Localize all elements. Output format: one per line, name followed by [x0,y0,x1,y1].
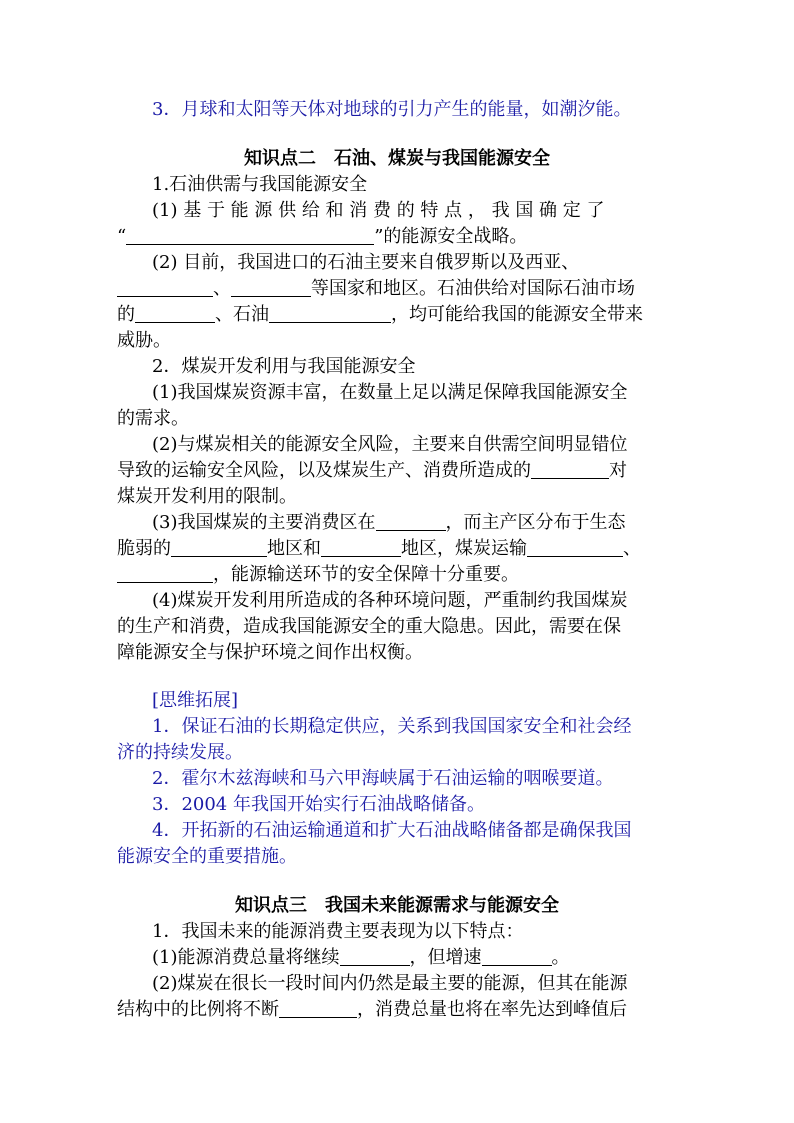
extension-item-2: 2．霍尔木兹海峡和马六甲海峡属于石油运输的咽喉要道。 [152,768,614,789]
text-segment: 地区和 [267,538,321,559]
section-3-p3-line1: (2)煤炭在很长一段时间内仍然是最主要的能源，但其在能源 [152,973,628,994]
section-2-p2-line2 [117,276,635,302]
extension-item-4-line1: 4．开拓新的石油运输通道和扩大石油战略储备都是确保我国 [152,820,632,841]
item-3-tidal-energy: 3．月球和太阳等天体对地球的引力产生的能量，如潮汐能。 [152,99,632,120]
coal-p3-line1 [152,510,626,536]
text-segment: 脆弱的 [117,538,171,559]
fill-blank[interactable] [376,512,446,531]
section-3-p1: 1．我国未来的能源消费主要表现为以下特点： [152,921,524,942]
text-segment: 结构中的比例将不断 [117,999,279,1020]
section-2-p2-line4: 威胁。 [117,330,171,351]
coal-p2-line3: 煤炭开发利用的限制。 [117,486,297,507]
text-segment: 对 [609,460,627,481]
fill-blank[interactable] [321,538,401,557]
fill-blank[interactable] [527,538,623,557]
text-segment: ，而主产区分布于生态 [445,512,626,533]
text-segment: ，但增速 [409,947,482,968]
section-2-p1-line2 [117,224,527,250]
fill-blank[interactable] [171,538,267,557]
coal-p1-line1: (1)我国煤炭资源丰富，在数量上足以满足保障我国能源安全 [152,382,628,403]
section-2-p1-line1: (1) 基 于 能 源 供 给 和 消 费 的 特 点 ， 我 国 确 定 了 [152,200,605,221]
section-2-p2-line1: (2) 目前，我国进口的石油主要来自俄罗斯以及西亚、 [152,252,580,273]
coal-p3-line3 [117,562,519,588]
extension-item-3: 3．2004 年我国开始实行石油战略储备。 [152,794,485,815]
coal-p4-line3: 障能源安全与保护环境之间作出权衡。 [117,642,423,663]
coal-p1-line2: 的需求。 [117,408,189,429]
fill-blank[interactable] [340,947,410,966]
text-segment: (3)我国煤炭的主要消费区在 [152,512,376,533]
extension-item-1-line2: 济的持续发展。 [117,742,243,763]
text-segment: ，消费总量也将在率先达到峰值后 [357,999,627,1020]
text-segment: ，均可能给我国的能源安全带来 [391,304,643,325]
section-2-subheading-2: 2．煤炭开发利用与我国能源安全 [152,356,416,377]
fill-blank[interactable] [117,278,213,297]
extension-heading: [思维拓展] [152,690,239,711]
coal-p2-line2 [117,458,627,484]
close-quote-text: ”的能源安全战略。 [374,226,528,247]
section-3-p2 [152,945,570,971]
coal-p4-line2: 的生产和消费，造成我国能源安全的重大隐患。因此，需要在保 [117,616,621,637]
fill-blank[interactable] [126,226,374,245]
extension-item-1-line1: 1．保证石油的长期稳定供应，关系到我国国家安全和社会经 [152,716,632,737]
text-segment: 、石油 [215,304,269,325]
section-3-p3-line2 [117,997,627,1023]
section-2-title: 知识点二 石油、煤炭与我国能源安全 [244,148,550,169]
separator-text: 、 [213,278,231,299]
extension-item-4-line2: 能源安全的重要措施。 [117,846,297,867]
fill-blank[interactable] [279,999,357,1018]
coal-p4-line1: (4)煤炭开发利用所造成的各种环境问题，严重制约我国煤炭 [152,590,628,611]
section-2-p2-line3 [117,302,643,328]
text-segment: 、 [623,538,641,559]
text-segment: ，能源输送环节的安全保障十分重要。 [213,564,519,585]
fill-blank[interactable] [135,304,215,323]
text-segment: 。 [551,947,570,968]
text-segment: 等国家和地区。石油供给对国际石油市场 [311,278,635,299]
open-quote: “ [117,226,127,247]
text-segment: (1)能源消费总量将继续 [152,947,340,968]
section-2-subheading-1: 1.石油供需与我国能源安全 [152,174,368,195]
section-3-title: 知识点三 我国未来能源需求与能源安全 [235,895,559,916]
text-segment: 导致的运输安全风险，以及煤炭生产、消费所造成的 [117,460,531,481]
text-segment: 的 [117,304,135,325]
fill-blank[interactable] [231,278,311,297]
coal-p2-line1: (2)与煤炭相关的能源安全风险，主要来自供需空间明显错位 [152,434,628,455]
text-segment: 地区，煤炭运输 [401,538,527,559]
fill-blank[interactable] [269,304,391,323]
coal-p3-line2 [117,536,641,562]
fill-blank[interactable] [482,947,552,966]
fill-blank[interactable] [531,460,609,479]
fill-blank[interactable] [117,564,213,583]
